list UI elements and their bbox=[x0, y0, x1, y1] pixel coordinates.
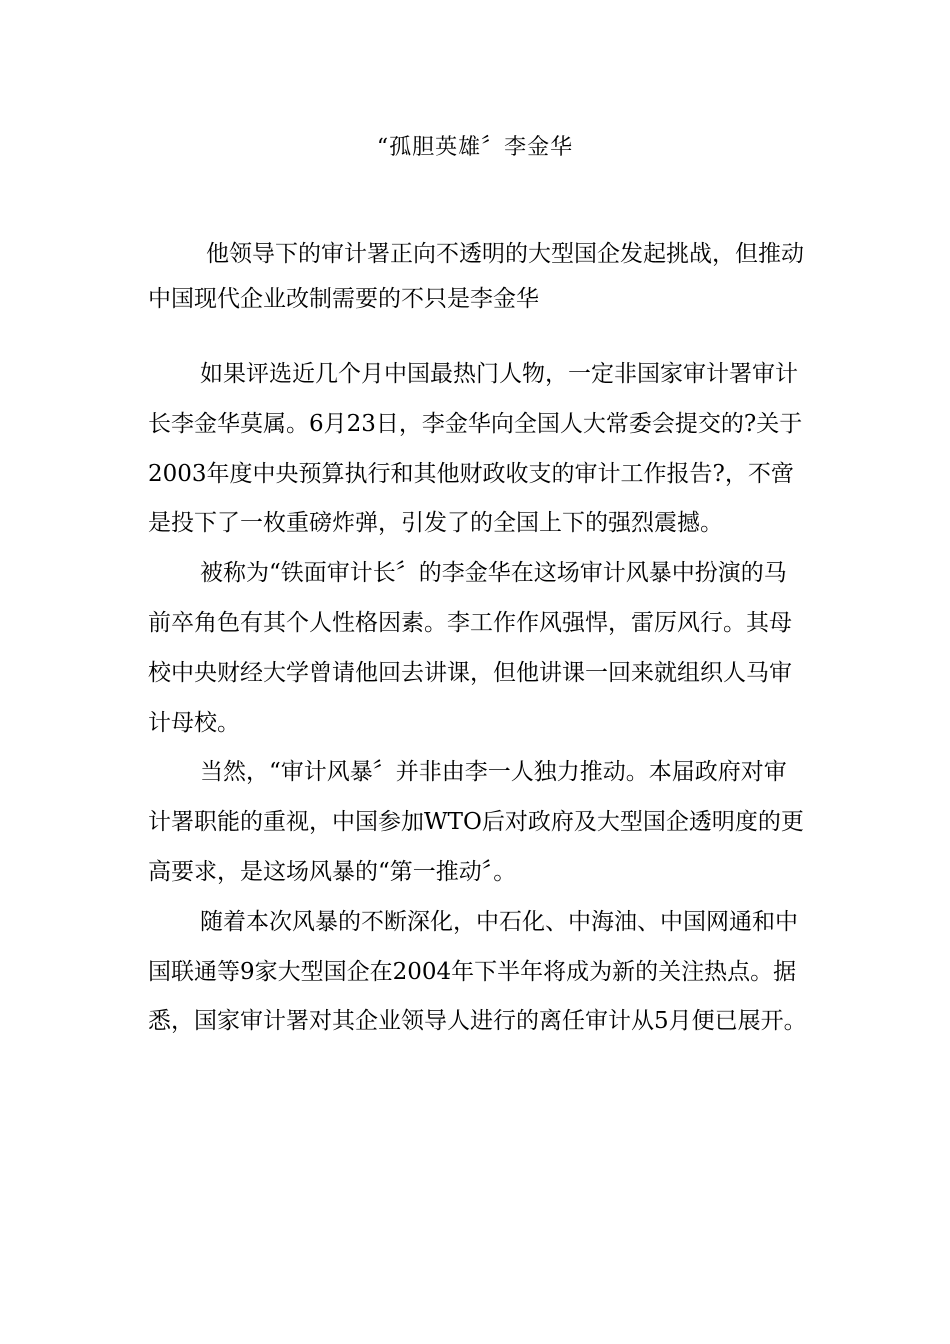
body-paragraph: 如果评选近几个月中国最热门人物，一定非国家审计署审计长李金华莫属。6月23日，李金华向全国人大常委会提交的?关于2003年度中央预算执行和其他财政收支的审计工作报告?，不啻是投下了一枚重磅炸弹，引发了的全国上下的强烈震撼。 bbox=[148, 361, 803, 537]
article-body bbox=[148, 350, 808, 1047]
body-paragraph: 被称为“铁面审计长〞的李金华在这场审计风暴中扮演的马前卒角色有其个人性格因素。李工作作风强悍，雷厉风行。其母校中央财经大学曾请他回去讲课，但他讲课一回来就组织人马审计母校。 bbox=[148, 560, 792, 736]
article-lead: 他领导下的审计署正向不透明的大型国企发起挑战，但推动中国现代企业改制需要的不只是李金华 bbox=[148, 241, 804, 312]
article-title: “孤胆英雄〞李金华 bbox=[376, 135, 574, 160]
body-paragraph: 随着本次风暴的不断深化，中石化、中海油、中国网通和中国联通等9家大型国企在2004年下半年将成为新的关注热点。据悉，国家审计署对其企业领导人进行的离任审计从5月便已展开。 bbox=[148, 908, 807, 1035]
body-paragraph: 当然，“审计风暴〞并非由李一人独力推动。本届政府对审计署职能的重视，中国参加WTO后对政府及大型国企透明度的更高要求，是这场风暴的“第一推动〞。 bbox=[148, 759, 804, 885]
